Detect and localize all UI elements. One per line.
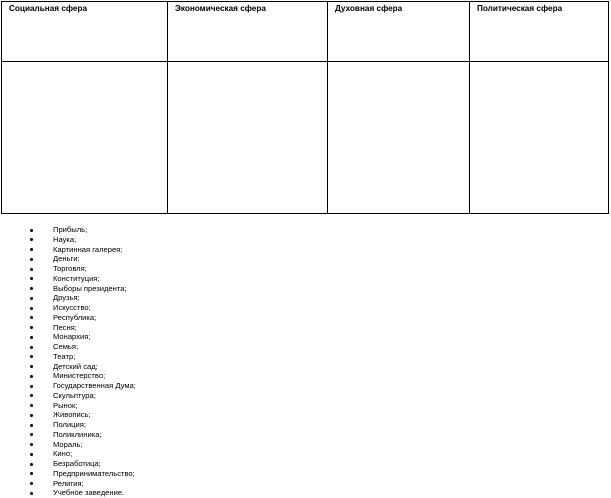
bullet-icon — [30, 404, 33, 407]
bullet-icon — [30, 453, 33, 456]
list-item — [0, 264, 136, 274]
list-item-label: Поликлиника; — [53, 429, 102, 439]
cell-spiritual-sphere[interactable] — [328, 62, 470, 214]
list-item-label: Друзья; — [53, 293, 80, 303]
list-item — [0, 303, 136, 313]
list-item — [0, 449, 136, 459]
list-item — [0, 225, 136, 235]
list-item-label: Детский сад; — [53, 361, 98, 371]
list-item — [0, 440, 136, 450]
cell-social-sphere[interactable] — [2, 62, 168, 214]
table-header-row — [2, 2, 609, 62]
header-spiritual-sphere — [328, 2, 470, 62]
list-item — [0, 284, 136, 294]
bullet-icon — [30, 297, 33, 300]
list-item — [0, 430, 136, 440]
bullet-icon — [30, 375, 33, 378]
list-item — [0, 342, 136, 352]
bullet-icon — [30, 277, 33, 280]
list-item-label: Скульптура; — [53, 390, 96, 400]
bullet-icon — [30, 385, 33, 388]
list-item — [0, 371, 136, 381]
list-item-label: Монархия; — [53, 332, 91, 342]
header-label: Экономическая сфера — [175, 4, 266, 13]
list-item — [0, 420, 136, 430]
list-item — [0, 362, 136, 372]
header-label: Политическая сфера — [477, 4, 563, 13]
cell-political-sphere[interactable] — [470, 62, 609, 214]
list-item — [0, 274, 136, 284]
list-item — [0, 254, 136, 264]
header-political-sphere — [470, 2, 609, 62]
list-item — [0, 459, 136, 469]
bullet-icon — [30, 287, 33, 290]
header-label: Духовная сфера — [335, 4, 403, 13]
bullet-icon — [30, 326, 33, 329]
bullet-icon — [30, 472, 33, 475]
list-item-label: Наука; — [53, 234, 77, 244]
bullet-icon — [30, 307, 33, 310]
list-item — [0, 469, 136, 479]
list-item — [0, 391, 136, 401]
list-item — [0, 323, 136, 333]
list-item-label: Предпринимательство; — [53, 468, 135, 478]
list-item-label: Искусство; — [53, 303, 91, 312]
list-item — [0, 401, 136, 411]
list-item-label: Семья; — [53, 342, 79, 351]
list-item — [0, 332, 136, 342]
list-item-label: Министерство; — [53, 371, 106, 381]
table-answer-row — [2, 62, 609, 214]
list-item — [0, 410, 136, 420]
cell-economic-sphere[interactable] — [168, 62, 328, 214]
list-item-label: Выборы президента; — [53, 283, 127, 293]
bullet-icon — [30, 238, 33, 241]
list-item-label: Театр; — [53, 351, 76, 361]
bullet-icon — [30, 268, 33, 271]
bullet-icon — [30, 482, 33, 485]
bullet-icon — [30, 394, 33, 397]
bullet-icon — [30, 248, 33, 251]
list-item-label: Республика; — [53, 312, 97, 322]
list-item — [0, 245, 136, 255]
list-item-label: Мораль; — [53, 439, 83, 449]
bullet-icon — [30, 365, 33, 368]
list-item — [0, 293, 136, 303]
bullet-icon — [30, 492, 33, 495]
list-item-label: Рынок; — [53, 400, 78, 410]
bullet-icon — [30, 346, 33, 349]
bullet-icon — [30, 414, 33, 417]
list-item-label: Песня; — [53, 322, 77, 332]
header-label: Социальная сфера — [9, 4, 88, 13]
bullet-icon — [30, 443, 33, 446]
bullet-icon — [30, 229, 33, 232]
bullet-icon — [30, 424, 33, 427]
list-item-label: Прибыль; — [53, 225, 88, 234]
list-item — [0, 313, 136, 323]
list-item-label: Кино; — [53, 449, 73, 459]
bullet-icon — [30, 463, 33, 466]
list-item-label: Живопись; — [53, 410, 91, 420]
list-item-label: Безработица; — [53, 459, 101, 468]
header-social-sphere — [2, 2, 168, 62]
bullet-icon — [30, 258, 33, 261]
spheres-table — [1, 1, 609, 214]
bullet-icon — [30, 433, 33, 436]
list-item-label: Учебное заведение. — [53, 488, 125, 498]
bullet-icon — [30, 316, 33, 319]
list-item-label: Конституция; — [53, 273, 100, 283]
list-item-label: Деньги; — [53, 254, 80, 264]
terms-list — [0, 225, 136, 498]
header-economic-sphere — [168, 2, 328, 62]
list-item-label: Полиция; — [53, 420, 87, 429]
list-item — [0, 235, 136, 245]
list-item-label: Картинная галерея; — [53, 244, 123, 254]
bullet-icon — [30, 336, 33, 339]
list-item-label: Государственная Дума; — [53, 381, 136, 390]
list-item — [0, 381, 136, 391]
list-item-label: Религия; — [53, 478, 84, 488]
list-item — [0, 488, 136, 498]
list-item — [0, 352, 136, 362]
list-item — [0, 479, 136, 489]
list-item-label: Торговля; — [53, 264, 87, 273]
bullet-icon — [30, 355, 33, 358]
